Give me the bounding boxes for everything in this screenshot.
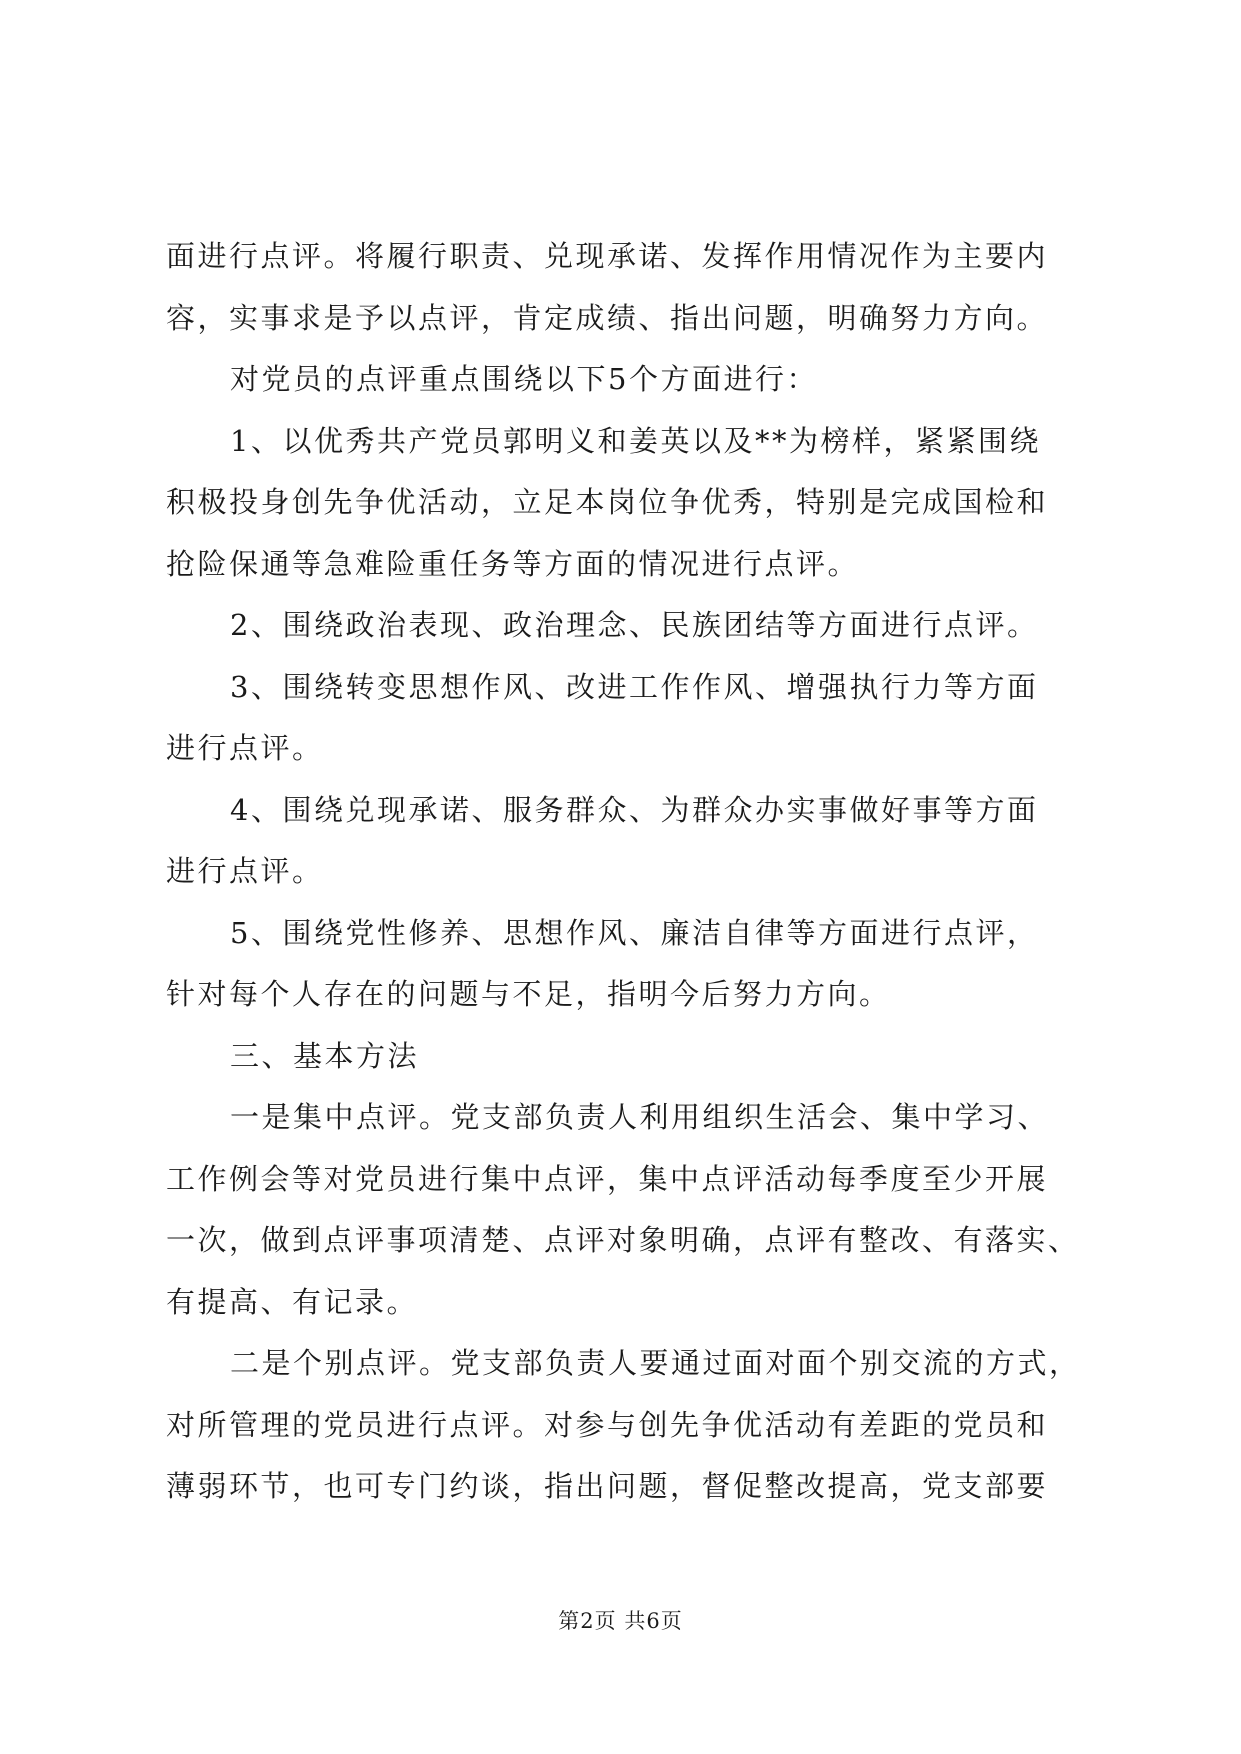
text-line: 有提高、有记录。 (166, 1284, 419, 1319)
section-heading: 三、基本方法 (230, 1038, 420, 1073)
text-line: 抢险保通等急难险重任务等方面的情况进行点评。 (166, 546, 860, 581)
page-footer: 第2页 共6页 (558, 1609, 683, 1633)
text-line: 容，实事求是予以点评，肯定成绩、指出问题，明确努力方向。 (166, 300, 1049, 335)
text-line: 二是个别点评。党支部负责人要通过面对面个别交流的方式， (230, 1346, 1081, 1380)
text-line: 对所管理的党员进行点评。对参与创先争优活动有差距的党员和 (166, 1407, 1049, 1442)
text-line: 2、围绕政治表现、政治理念、民族团结等方面进行点评。 (230, 608, 1039, 642)
text-line: 工作例会等对党员进行集中点评，集中点评活动每季度至少开展 (166, 1161, 1049, 1196)
text-line: 积极投身创先争优活动，立足本岗位争优秀，特别是完成国检和 (166, 485, 1049, 519)
document-body (166, 226, 1106, 1518)
text-line: 1、以优秀共产党员郭明义和姜英以及**为榜样，紧紧围绕 (230, 423, 1041, 458)
text-line: 进行点评。 (166, 854, 324, 888)
text-line: 进行点评。 (166, 731, 324, 765)
text-line: 一是集中点评。党支部负责人利用组织生活会、集中学习、 (230, 1100, 1050, 1134)
text-line: 对党员的点评重点围绕以下5个方面进行： (230, 362, 818, 396)
text-line: 面进行点评。将履行职责、兑现承诺、发挥作用情况作为主要内 (166, 239, 1049, 273)
text-line: 3、围绕转变思想作风、改进工作作风、增强执行力等方面 (230, 669, 1039, 704)
text-line: 薄弱环节，也可专门约谈，指出问题，督促整改提高，党支部要 (166, 1469, 1049, 1503)
text-line: 5、围绕党性修养、思想作风、廉洁自律等方面进行点评， (230, 915, 1039, 950)
text-line: 针对每个人存在的问题与不足，指明今后努力方向。 (166, 977, 891, 1011)
text-line: 一次，做到点评事项清楚、点评对象明确，点评有整改、有落实、 (166, 1223, 1080, 1257)
text-line: 4、围绕兑现承诺、服务群众、为群众办实事做好事等方面 (230, 792, 1039, 827)
